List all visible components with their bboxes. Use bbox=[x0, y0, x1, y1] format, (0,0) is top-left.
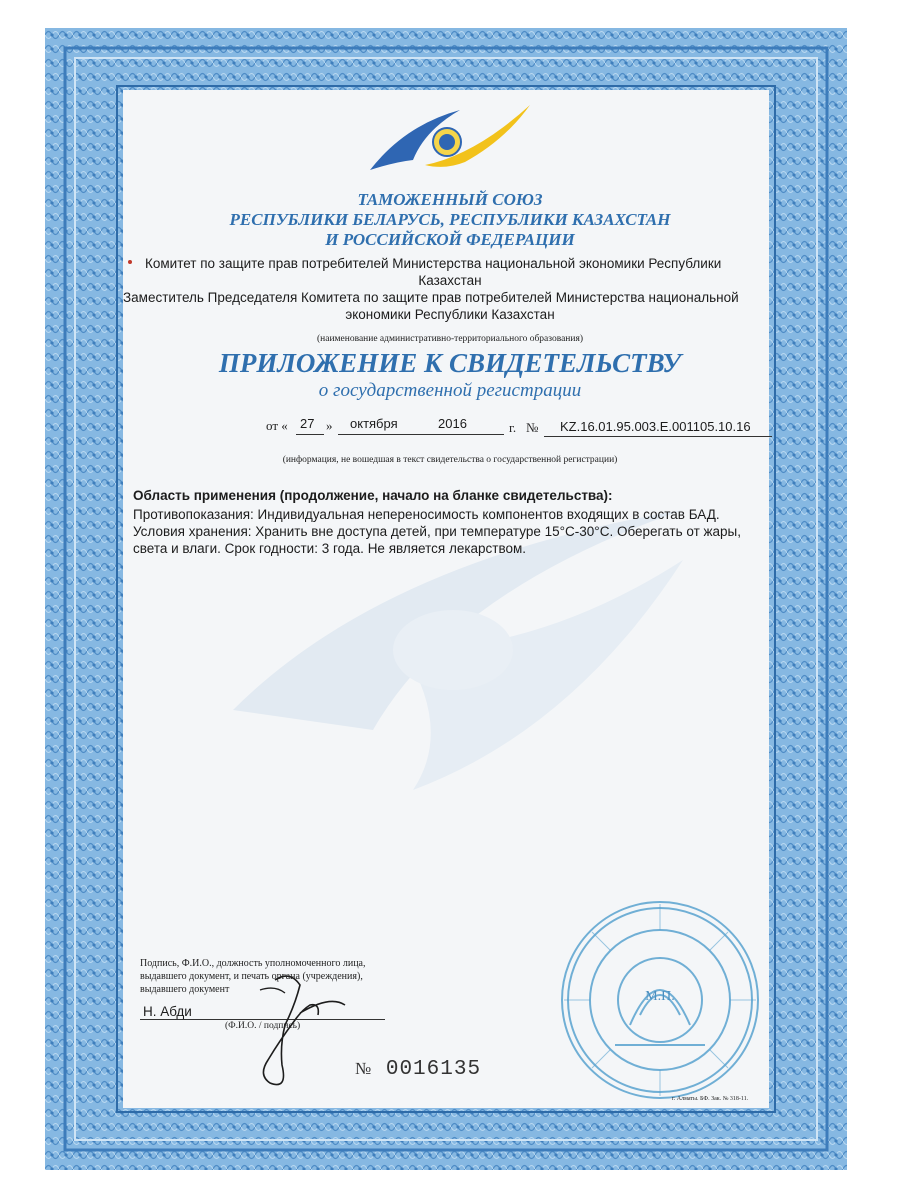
registration-number: KZ.16.01.95.003.Е.001105.10.16 bbox=[560, 419, 751, 434]
printer-note: г. Алматы. БФ. Зак. № 318-11. bbox=[672, 1096, 749, 1102]
authority-line-3: Заместитель Председателя Комитета по защите прав потребителей Министерства национальной bbox=[123, 290, 739, 305]
authority-line-1: Комитет по защите прав потребителей Министерства национальной экономики Республики bbox=[145, 256, 722, 271]
date-day: 27 bbox=[300, 416, 315, 431]
document-title: ПРИЛОЖЕНИЕ К СВИДЕТЕЛЬСТВУ bbox=[218, 348, 682, 378]
authority-line-2: Казахстан bbox=[418, 273, 482, 288]
signer-name: Н. Абди bbox=[143, 1004, 192, 1019]
date-month-underline bbox=[338, 434, 504, 435]
signature-caption-1: Подпись, Ф.И.О., должность уполномоченного лица, bbox=[140, 958, 366, 969]
form-number-value: 0016135 bbox=[385, 1058, 482, 1081]
content-line-3: света и влаги. Срок годности: 3 года. Не является лекарством. bbox=[133, 541, 527, 556]
date-day-underline bbox=[296, 434, 324, 435]
document-subtitle: о государственной регистрации bbox=[318, 380, 582, 401]
official-seal-stamp bbox=[555, 895, 765, 1105]
date-month: октября bbox=[350, 416, 398, 431]
date-year: 2016 bbox=[438, 416, 467, 431]
authority-line-4: экономики Республики Казахстан bbox=[345, 307, 555, 322]
registration-number-underline bbox=[544, 436, 772, 437]
union-title-line-1: ТАМОЖЕННЫЙ СОЮЗ bbox=[357, 190, 543, 209]
form-number-prefix: № bbox=[355, 1059, 373, 1078]
date-close-quote: » bbox=[326, 418, 333, 433]
content-line-2: Условия хранения: Хранить вне доступа детей, при температуре 15°С-30°С. Оберегать от жары, bbox=[133, 524, 742, 539]
union-title-line-2: РЕСПУБЛИКИ БЕЛАРУСЬ, РЕСПУБЛИКИ КАЗАХСТАН bbox=[229, 210, 671, 229]
stamp-label: М.П. bbox=[645, 989, 675, 1004]
info-caption: (информация, не вошедшая в текст свидетельства о государственной регистрации) bbox=[282, 455, 618, 465]
customs-union-emblem-icon bbox=[365, 100, 535, 180]
year-suffix: г. bbox=[509, 420, 517, 435]
union-title-line-3: И РОССИЙСКОЙ ФЕДЕРАЦИИ bbox=[325, 230, 575, 249]
authority-caption: (наименование административно-территориального образования) bbox=[316, 334, 583, 344]
number-label: № bbox=[526, 420, 539, 435]
content-line-1: Противопоказания: Индивидуальная непереносимость компонентов входящих в состав БАД. bbox=[133, 507, 720, 522]
fio-caption: (Ф.И.О. / подпись) bbox=[225, 1021, 301, 1031]
form-serial-number bbox=[355, 1058, 481, 1081]
content-heading: Область применения (продолжение, начало на бланке свидетельства): bbox=[133, 488, 613, 503]
red-dot-mark bbox=[128, 260, 132, 264]
signature-caption-3: выдавшего документ bbox=[140, 984, 230, 995]
date-from-label: от « bbox=[266, 418, 288, 433]
handwritten-signature bbox=[240, 965, 350, 1095]
signature-caption-2: выдавшего документ, и печать органа (учреждения), bbox=[140, 971, 363, 982]
